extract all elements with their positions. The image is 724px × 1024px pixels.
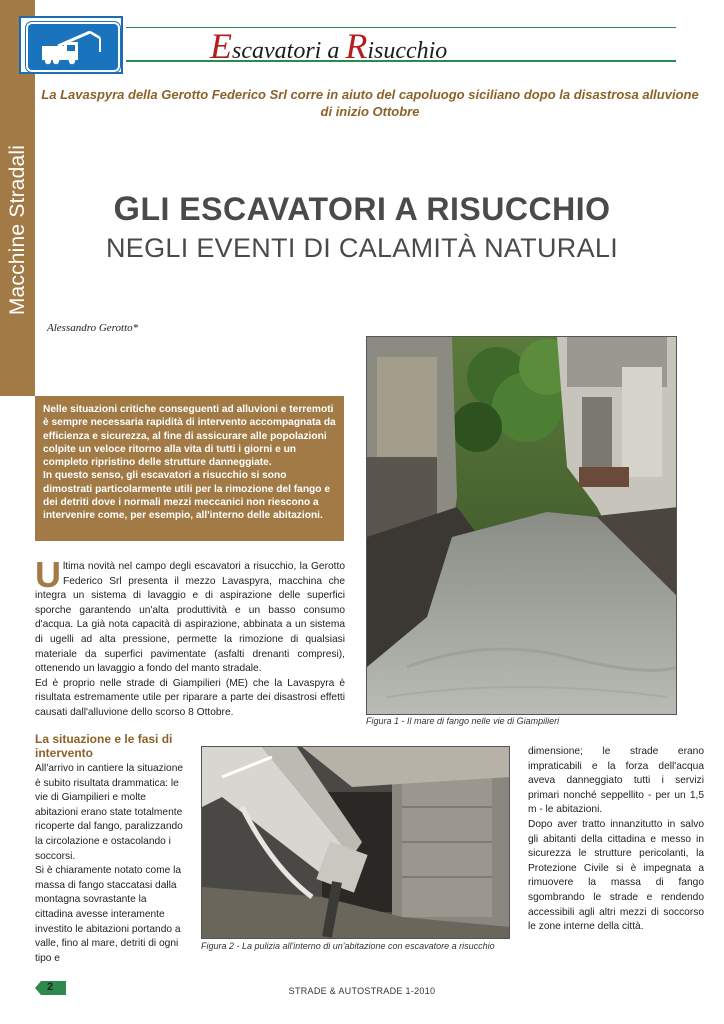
body-paragraph-text: ltima novità nel campo degli escavatori a risucchio, la Gerotto Federico Srl presenta il mezzo Lavaspyra, macchina che integra un sistema di lavaggio e di aspirazione delle superfici sporche garantendo un'alta produttività e un basso consumo d'acqua. La già nota capacità di aspirazione, abbinata a un sistema di ugelli ad alta pressione, permette la rimozione di qualsiasi materiale da superfici pavimentate (asfalti drenanti compresi), ottenendo un lavaggio a fondo del manto stradale.	[35, 561, 345, 675]
author-byline: Alessandro Gerotto*	[47, 322, 139, 334]
page-number: 2	[47, 981, 54, 993]
section-title-cap-r: R	[345, 26, 368, 66]
column-paragraph: Si è chiaramente notato come la massa di fango staccatasi dalla montagna sovrastante la cittadina avesse interamente investito le abitazioni portando a valle, fino al mare, detriti di ogni tipo e	[35, 865, 182, 964]
article-subtitle: NEGLI EVENTI DI CALAMITÀ NATURALI	[106, 233, 618, 263]
figure-1-photo	[366, 336, 677, 715]
figure-2-caption: Figura 2 - La pulizia all'interno di un'abitazione con escavatore a risucchio	[201, 941, 495, 951]
section-title-part-2: isucchio	[367, 38, 448, 64]
article-title-initial: G	[113, 190, 141, 228]
truck-icon	[26, 22, 120, 72]
figure-2-photo	[201, 746, 510, 939]
section-title-part-1: scavatori a	[232, 38, 346, 64]
column-paragraph: All'arrivo in cantiere la situazione è subito risultata drammatica: le vie di Giampilieri e molte abitazioni erano state totalmente ricoperte dal fango, paralizzando la circolazione e ostacolando i soccorsi.	[35, 763, 184, 862]
abstract-paragraph: Nelle situazioni critiche conseguenti ad alluvioni e terremoti è sempre necessaria rapidità di intervento accompagnata da efficienza e sicurezza, al fine di assicurare alle popolazioni colpite un veloce ritorno alla vita di tutti i giorni e un completo ripristino delle strutture danneggiate.	[43, 404, 336, 469]
body-intro	[35, 554, 345, 721]
sidebar-label-wrap	[0, 80, 35, 380]
article-title-rest: LI ESCAVATORI A RISUCCHIO	[140, 191, 611, 227]
body-paragraph	[35, 554, 345, 677]
abstract-box	[35, 396, 344, 541]
section-logo	[19, 16, 123, 74]
right-column	[528, 745, 704, 935]
section-title	[210, 25, 447, 67]
figure-1-caption: Figura 1 - Il mare di fango nelle vie di Giampilieri	[366, 716, 560, 726]
lead-paragraph: La Lavaspyra della Gerotto Federico Srl corre in aiuto del capoluogo siciliano dopo la disastrosa alluvione di inizio Ottobre	[41, 87, 699, 119]
body-paragraph: Ed è proprio nelle strade di Giampilieri (ME) che la Lavaspyra è risultata estremamente utile per riparare a parte dei disastrosi effetti causati dall'alluvione dello scorso 8 Ottobre.	[35, 677, 345, 718]
column-paragraph: Dopo aver tratto innanzitutto in salvo gli abitanti della cittadina e messo in sicurezza le strutture pericolanti, la Protezione Civile si è impegnata a rimuovere la massa di fango sgombrando le strade e rendendo accessibili agli altri mezzi di soccorso le zone interne della città.	[528, 818, 704, 933]
section-subheading: La situazione e le fasi di intervento	[35, 732, 173, 760]
column-paragraph: dimensione; le strade erano impraticabili e la forza dell'acqua aveva danneggiato tutti i servizi primari nonché seppellito - per un 1,5 m - le abitazioni.	[528, 746, 704, 816]
publication-footer: STRADE & AUTOSTRADE 1-2010	[288, 986, 436, 996]
article-title	[0, 190, 724, 229]
left-column	[35, 762, 185, 966]
section-title-cap-e: E	[210, 26, 232, 66]
abstract-paragraph: In questo senso, gli escavatori a risucchio si sono dimostrati particolarmente utili per la rimozione del fango e dei detriti dove i normali mezzi meccanici non riescono a intervenire come, per esempio, all'interno delle abitazioni.	[43, 470, 331, 522]
drop-cap: U	[35, 554, 61, 595]
sidebar-label: Macchine Stradali	[5, 144, 29, 316]
